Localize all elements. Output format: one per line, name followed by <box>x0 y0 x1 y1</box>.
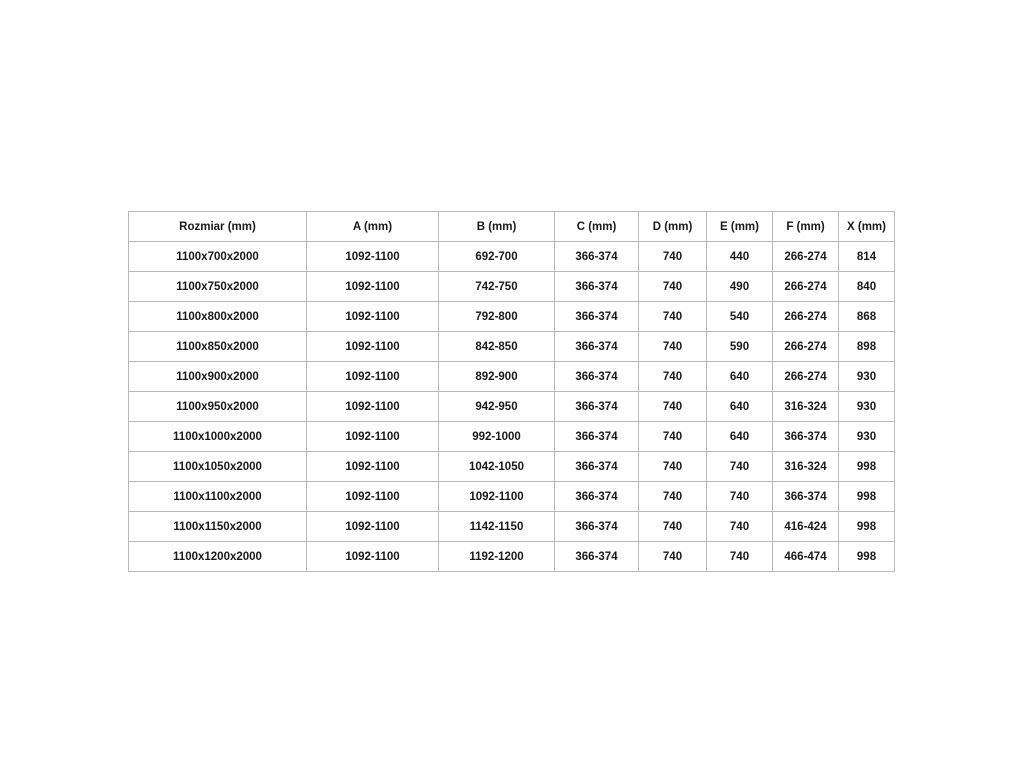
cell-f: 266-274 <box>773 242 839 272</box>
cell-c: 366-374 <box>555 512 639 542</box>
cell-e: 640 <box>707 422 773 452</box>
table-row <box>129 362 895 392</box>
cell-size: 1100x1100x2000 <box>129 482 307 512</box>
cell-a: 1092-1100 <box>307 332 439 362</box>
cell-a: 1092-1100 <box>307 452 439 482</box>
cell-d: 740 <box>639 452 707 482</box>
cell-d: 740 <box>639 422 707 452</box>
cell-e: 640 <box>707 362 773 392</box>
cell-a: 1092-1100 <box>307 302 439 332</box>
cell-d: 740 <box>639 332 707 362</box>
table-row <box>129 332 895 362</box>
column-header-b: B (mm) <box>439 212 555 242</box>
cell-d: 740 <box>639 392 707 422</box>
cell-b: 1042-1050 <box>439 452 555 482</box>
table-row <box>129 302 895 332</box>
cell-d: 740 <box>639 272 707 302</box>
table-row <box>129 242 895 272</box>
cell-size: 1100x750x2000 <box>129 272 307 302</box>
cell-e: 440 <box>707 242 773 272</box>
cell-x: 930 <box>839 362 895 392</box>
cell-f: 266-274 <box>773 302 839 332</box>
cell-e: 740 <box>707 542 773 572</box>
cell-c: 366-374 <box>555 542 639 572</box>
cell-c: 366-374 <box>555 272 639 302</box>
cell-a: 1092-1100 <box>307 512 439 542</box>
cell-size: 1100x850x2000 <box>129 332 307 362</box>
cell-b: 842-850 <box>439 332 555 362</box>
cell-d: 740 <box>639 302 707 332</box>
column-header-e: E (mm) <box>707 212 773 242</box>
table-row <box>129 392 895 422</box>
column-header-x: X (mm) <box>839 212 895 242</box>
cell-size: 1100x900x2000 <box>129 362 307 392</box>
cell-b: 1092-1100 <box>439 482 555 512</box>
table-row <box>129 482 895 512</box>
cell-b: 892-900 <box>439 362 555 392</box>
cell-size: 1100x1050x2000 <box>129 452 307 482</box>
column-header-c: C (mm) <box>555 212 639 242</box>
cell-e: 640 <box>707 392 773 422</box>
column-header-d: D (mm) <box>639 212 707 242</box>
cell-x: 930 <box>839 392 895 422</box>
cell-d: 740 <box>639 482 707 512</box>
table-body <box>129 242 895 572</box>
cell-x: 998 <box>839 542 895 572</box>
column-header-a: A (mm) <box>307 212 439 242</box>
table-row <box>129 542 895 572</box>
cell-x: 998 <box>839 512 895 542</box>
cell-c: 366-374 <box>555 482 639 512</box>
table-header-row <box>129 212 895 242</box>
cell-b: 1142-1150 <box>439 512 555 542</box>
cell-d: 740 <box>639 362 707 392</box>
cell-f: 266-274 <box>773 272 839 302</box>
cell-c: 366-374 <box>555 392 639 422</box>
cell-b: 692-700 <box>439 242 555 272</box>
column-header-f: F (mm) <box>773 212 839 242</box>
cell-b: 792-800 <box>439 302 555 332</box>
cell-x: 998 <box>839 452 895 482</box>
cell-a: 1092-1100 <box>307 542 439 572</box>
cell-a: 1092-1100 <box>307 422 439 452</box>
cell-c: 366-374 <box>555 362 639 392</box>
cell-size: 1100x1150x2000 <box>129 512 307 542</box>
cell-f: 366-374 <box>773 482 839 512</box>
column-header-rozmiar: Rozmiar (mm) <box>129 212 307 242</box>
cell-a: 1092-1100 <box>307 482 439 512</box>
cell-d: 740 <box>639 242 707 272</box>
cell-a: 1092-1100 <box>307 272 439 302</box>
cell-e: 740 <box>707 512 773 542</box>
cell-x: 930 <box>839 422 895 452</box>
cell-f: 416-424 <box>773 512 839 542</box>
cell-f: 316-324 <box>773 452 839 482</box>
cell-size: 1100x800x2000 <box>129 302 307 332</box>
cell-size: 1100x1200x2000 <box>129 542 307 572</box>
table-row <box>129 422 895 452</box>
cell-a: 1092-1100 <box>307 242 439 272</box>
cell-f: 366-374 <box>773 422 839 452</box>
cell-e: 540 <box>707 302 773 332</box>
cell-e: 590 <box>707 332 773 362</box>
cell-d: 740 <box>639 512 707 542</box>
cell-size: 1100x950x2000 <box>129 392 307 422</box>
cell-a: 1092-1100 <box>307 392 439 422</box>
table-header <box>129 212 895 242</box>
cell-c: 366-374 <box>555 332 639 362</box>
cell-c: 366-374 <box>555 452 639 482</box>
cell-b: 992-1000 <box>439 422 555 452</box>
cell-e: 490 <box>707 272 773 302</box>
cell-size: 1100x700x2000 <box>129 242 307 272</box>
cell-e: 740 <box>707 452 773 482</box>
cell-f: 316-324 <box>773 392 839 422</box>
table-row <box>129 452 895 482</box>
cell-f: 266-274 <box>773 362 839 392</box>
cell-x: 898 <box>839 332 895 362</box>
cell-x: 840 <box>839 272 895 302</box>
cell-a: 1092-1100 <box>307 362 439 392</box>
cell-f: 266-274 <box>773 332 839 362</box>
cell-x: 814 <box>839 242 895 272</box>
table-row <box>129 512 895 542</box>
cell-c: 366-374 <box>555 422 639 452</box>
cell-size: 1100x1000x2000 <box>129 422 307 452</box>
cell-b: 942-950 <box>439 392 555 422</box>
cell-b: 1192-1200 <box>439 542 555 572</box>
table-row <box>129 272 895 302</box>
cell-c: 366-374 <box>555 242 639 272</box>
cell-e: 740 <box>707 482 773 512</box>
cell-c: 366-374 <box>555 302 639 332</box>
cell-b: 742-750 <box>439 272 555 302</box>
cell-x: 998 <box>839 482 895 512</box>
dimensions-table <box>128 211 895 572</box>
cell-f: 466-474 <box>773 542 839 572</box>
cell-d: 740 <box>639 542 707 572</box>
dimensions-table-container <box>128 211 894 572</box>
cell-x: 868 <box>839 302 895 332</box>
